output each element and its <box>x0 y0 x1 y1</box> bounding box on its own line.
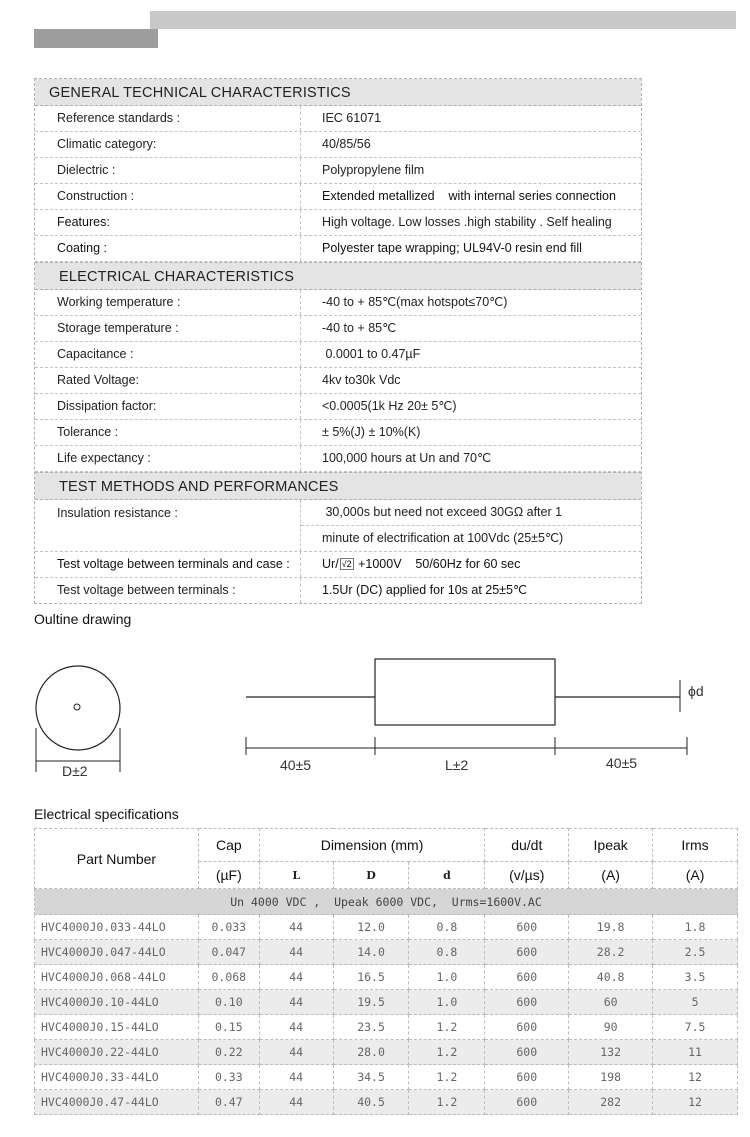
col-dim-d: d <box>409 862 485 889</box>
characteristics-table <box>34 78 642 604</box>
end-view-circle <box>36 666 120 750</box>
cell-ipeak: 28.2 <box>569 940 653 965</box>
char-key: Construction : <box>35 184 301 209</box>
cell-dudt: 600 <box>485 965 569 990</box>
cell-dim-l: 44 <box>259 1040 333 1065</box>
cell-part-number: HVC4000J0.068-44LO <box>35 965 199 990</box>
char-key: Life expectancy : <box>35 446 301 471</box>
char-key: Climatic category: <box>35 132 301 157</box>
section-electrical-header: ELECTRICAL CHARACTERISTICS <box>35 262 641 290</box>
section-general-header: GENERAL TECHNICAL CHARACTERISTICS <box>35 79 641 106</box>
cell-dim-d-lead: 1.2 <box>409 1090 485 1115</box>
char-row <box>35 184 641 210</box>
char-row <box>35 210 641 236</box>
spec-title: Electrical specifications <box>34 806 179 822</box>
char-row <box>35 500 641 552</box>
char-key: Reference standards : <box>35 106 301 131</box>
char-row <box>35 552 641 578</box>
char-row <box>35 446 641 472</box>
char-row <box>35 132 641 158</box>
cell-ipeak: 282 <box>569 1090 653 1115</box>
char-row <box>35 236 641 262</box>
cell-part-number: HVC4000J0.10-44LO <box>35 990 199 1015</box>
char-row <box>35 578 641 603</box>
char-key: Test voltage between terminals : <box>35 578 301 603</box>
table-row <box>35 965 738 990</box>
cell-dudt: 600 <box>485 1090 569 1115</box>
cell-dim-l: 44 <box>259 915 333 940</box>
char-value: -40 to + 85℃ <box>322 321 397 335</box>
char-value: <0.0005(1k Hz 20± 5℃) <box>322 399 457 413</box>
cell-part-number: HVC4000J0.033-44LO <box>35 915 199 940</box>
cell-irms: 1.8 <box>653 915 738 940</box>
ur-text: Ur/ <box>322 557 339 571</box>
cell-cap: 0.068 <box>198 965 259 990</box>
cell-dim-d-lead: 1.2 <box>409 1015 485 1040</box>
cell-cap: 0.15 <box>198 1015 259 1040</box>
cell-dim-d-body: 12.0 <box>333 915 409 940</box>
diameter-label: D±2 <box>62 763 88 779</box>
header-tab-block <box>34 29 158 48</box>
cell-irms: 2.5 <box>653 940 738 965</box>
table-row <box>35 915 738 940</box>
col-dimension: Dimension (mm) <box>259 829 485 862</box>
cell-dudt: 600 <box>485 990 569 1015</box>
col-dudt-unit: (v/µs) <box>485 862 569 889</box>
cell-irms: 7.5 <box>653 1015 738 1040</box>
lead-diameter-label: ϕd <box>688 683 704 699</box>
left-lead-length-label: 40±5 <box>280 757 312 773</box>
cell-dim-d-lead: 1.0 <box>409 990 485 1015</box>
char-key: Storage temperature : <box>35 316 301 341</box>
char-value: 0.0001 to 0.47µF <box>322 347 421 361</box>
char-key: Rated Voltage: <box>35 368 301 393</box>
char-value: ± 5%(J) ± 10%(K) <box>322 425 421 439</box>
char-value: minute of electrification at 100Vdc (25±5℃) <box>301 525 641 551</box>
table-row <box>35 990 738 1015</box>
cell-ipeak: 19.8 <box>569 915 653 940</box>
char-row <box>35 290 641 316</box>
cell-dim-d-body: 28.0 <box>333 1040 409 1065</box>
cell-irms: 12 <box>653 1065 738 1090</box>
char-value: Polyester tape wrapping; UL94V-0 resin end fill <box>322 241 582 255</box>
capacitor-body <box>375 659 555 725</box>
char-value: Extended metallized with internal series connection <box>322 189 616 203</box>
char-row <box>35 342 641 368</box>
table-row <box>35 1090 738 1115</box>
cell-dim-d-body: 40.5 <box>333 1090 409 1115</box>
outline-drawing <box>0 640 750 790</box>
char-value: 1.5Ur (DC) applied for 10s at 25±5℃ <box>322 583 528 597</box>
col-part-number: Part Number <box>35 829 199 889</box>
cell-part-number: HVC4000J0.047-44LO <box>35 940 199 965</box>
char-key: Tolerance : <box>35 420 301 445</box>
cell-dim-d-lead: 0.8 <box>409 940 485 965</box>
char-row <box>35 394 641 420</box>
right-lead-length-label: 40±5 <box>606 755 638 771</box>
char-key: Insulation resistance : <box>35 500 301 551</box>
cell-dim-d-lead: 1.2 <box>409 1040 485 1065</box>
cell-dim-l: 44 <box>259 1065 333 1090</box>
cell-dudt: 600 <box>485 940 569 965</box>
cell-cap: 0.033 <box>198 915 259 940</box>
cell-part-number: HVC4000J0.22-44LO <box>35 1040 199 1065</box>
cell-dudt: 600 <box>485 915 569 940</box>
col-dim-D: D <box>333 862 409 889</box>
char-key: Capacitance : <box>35 342 301 367</box>
char-row <box>35 106 641 132</box>
cell-dudt: 600 <box>485 1065 569 1090</box>
cell-irms: 12 <box>653 1090 738 1115</box>
char-value: 40/85/56 <box>322 137 371 151</box>
char-value <box>301 552 641 577</box>
char-key: Test voltage between terminals and case : <box>35 552 301 577</box>
cell-irms: 11 <box>653 1040 738 1065</box>
char-value: Polypropylene film <box>322 163 425 177</box>
char-value: 4kv to30k Vdc <box>322 373 401 387</box>
body-length-label: L±2 <box>445 757 469 773</box>
char-row <box>35 316 641 342</box>
cell-dim-d-lead: 0.8 <box>409 915 485 940</box>
char-key: Dielectric : <box>35 158 301 183</box>
header-bar <box>150 11 736 29</box>
cell-ipeak: 198 <box>569 1065 653 1090</box>
cell-ipeak: 40.8 <box>569 965 653 990</box>
col-irms-unit: (A) <box>653 862 738 889</box>
sqrt2-symbol: √2 <box>341 559 352 569</box>
spec-table <box>34 828 738 1115</box>
char-key: Dissipation factor: <box>35 394 301 419</box>
col-dim-L: L <box>259 862 333 889</box>
cell-dim-d-body: 19.5 <box>333 990 409 1015</box>
cell-dudt: 600 <box>485 1015 569 1040</box>
cell-cap: 0.047 <box>198 940 259 965</box>
cell-dim-l: 44 <box>259 990 333 1015</box>
cell-dim-l: 44 <box>259 940 333 965</box>
cell-irms: 3.5 <box>653 965 738 990</box>
section-test-header: TEST METHODS AND PERFORMANCES <box>35 472 641 500</box>
col-ipeak-unit: (A) <box>569 862 653 889</box>
cell-ipeak: 90 <box>569 1015 653 1040</box>
cell-dim-l: 44 <box>259 1015 333 1040</box>
cell-ipeak: 132 <box>569 1040 653 1065</box>
cell-cap: 0.47 <box>198 1090 259 1115</box>
cell-dim-d-body: 34.5 <box>333 1065 409 1090</box>
char-value: IEC 61071 <box>322 111 382 125</box>
cell-part-number: HVC4000J0.47-44LO <box>35 1090 199 1115</box>
char-key: Coating : <box>35 236 301 261</box>
table-row <box>35 1015 738 1040</box>
cell-ipeak: 60 <box>569 990 653 1015</box>
char-row <box>35 158 641 184</box>
voltage-rating-band: Un 4000 VDC , Upeak 6000 VDC, Urms=1600V.AC <box>35 889 738 915</box>
col-ipeak: Ipeak <box>569 829 653 862</box>
cell-dim-l: 44 <box>259 1090 333 1115</box>
cell-cap: 0.33 <box>198 1065 259 1090</box>
table-row <box>35 940 738 965</box>
col-irms: Irms <box>653 829 738 862</box>
char-key: Working temperature : <box>35 290 301 315</box>
cell-dudt: 600 <box>485 1040 569 1065</box>
char-value: High voltage. Low losses .high stability . Self healing <box>322 215 612 229</box>
col-cap: Cap <box>198 829 259 862</box>
table-row <box>35 1040 738 1065</box>
cell-cap: 0.22 <box>198 1040 259 1065</box>
cell-cap: 0.10 <box>198 990 259 1015</box>
cell-dim-d-body: 16.5 <box>333 965 409 990</box>
char-row <box>35 420 641 446</box>
char-value: 100,000 hours at Un and 70℃ <box>322 451 492 465</box>
table-row <box>35 1065 738 1090</box>
cell-part-number: HVC4000J0.15-44LO <box>35 1015 199 1040</box>
cell-irms: 5 <box>653 990 738 1015</box>
col-dudt: du/dt <box>485 829 569 862</box>
outline-title: Oultine drawing <box>34 611 132 627</box>
cell-dim-d-lead: 1.2 <box>409 1065 485 1090</box>
cell-part-number: HVC4000J0.33-44LO <box>35 1065 199 1090</box>
cell-dim-l: 44 <box>259 965 333 990</box>
char-value: -40 to + 85℃(max hotspot≤70℃) <box>322 295 508 309</box>
char-key: Features: <box>35 210 301 235</box>
cell-dim-d-body: 23.5 <box>333 1015 409 1040</box>
char-value: 30,000s but need not exceed 30GΩ after 1 <box>322 505 563 519</box>
lead-hole <box>74 704 80 710</box>
test-voltage-text: +1000V 50/60Hz for 60 sec <box>354 557 521 571</box>
cell-dim-d-lead: 1.0 <box>409 965 485 990</box>
col-cap-unit: (µF) <box>198 862 259 889</box>
char-row <box>35 368 641 394</box>
cell-dim-d-body: 14.0 <box>333 940 409 965</box>
